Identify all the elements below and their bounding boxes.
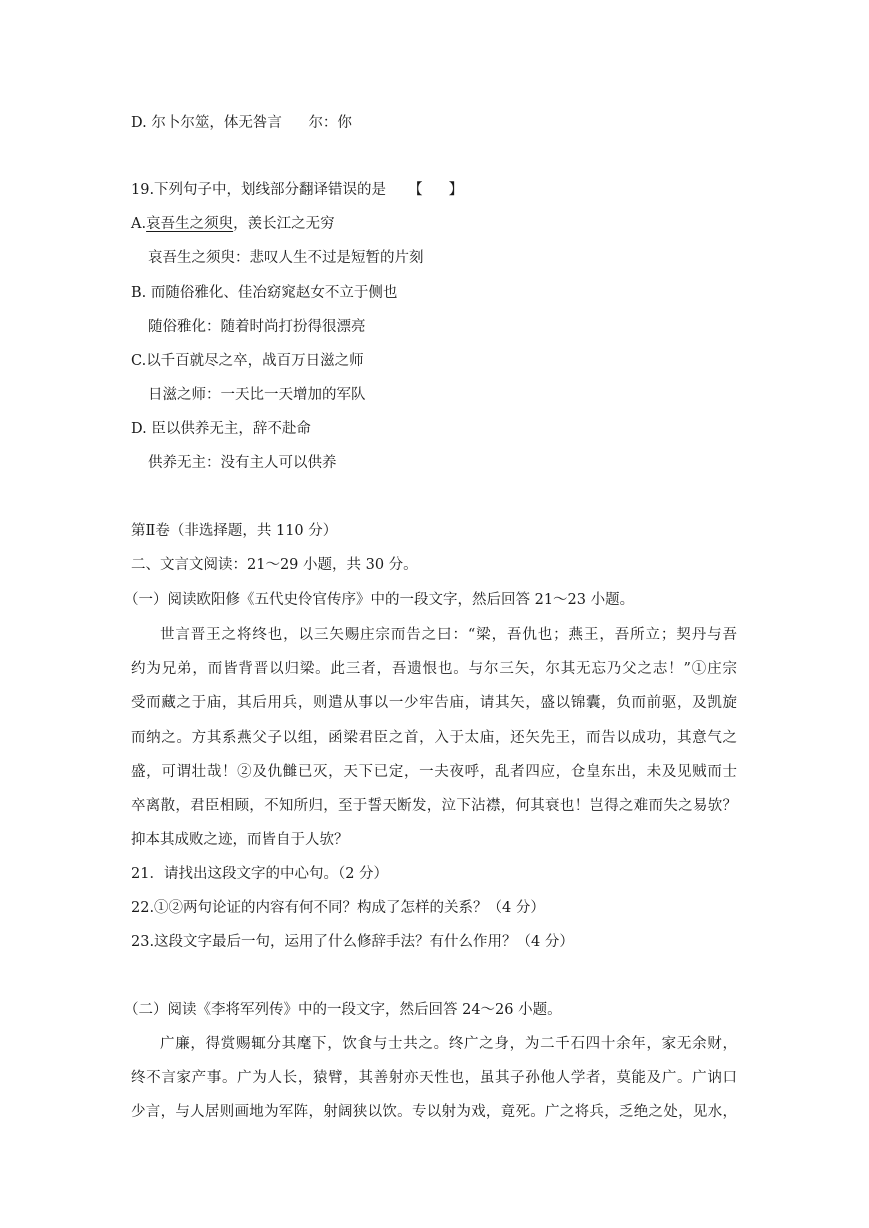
passage-line: 抑本其成败之迹，而皆自于人欤？ [131, 832, 349, 848]
option-text: 以千百就尽之卒，战百万日滋之师 [146, 353, 364, 369]
option-label: B. [131, 285, 147, 301]
q19-option-d [131, 419, 311, 439]
q19-option-d-gloss: 供养无主：没有主人可以供养 [148, 455, 337, 471]
option-text: ，羡长江之无穷 [233, 216, 335, 232]
passage-line: 少言，与人居则画地为军阵，射阔狭以饮。专以射为戏，竟死。广之将兵，乏绝之处，见水， [131, 1104, 737, 1120]
option-label: D. [131, 421, 147, 437]
passage-line: 受而藏之于庙，其后用兵，则遣从事以一少牢告庙，请其矢，盛以锦囊，负而前驱，及凯旋 [131, 695, 737, 711]
passage-line: 而纳之。方其系燕父子以组，函梁君臣之首，入于太庙，还矢先王，而告以成功，其意气之 [131, 730, 737, 746]
answer-bracket-open: 【 [408, 182, 423, 198]
passage-line: 卒离散，君臣相顾，不知所归，至于誓天断发，泣下沾襟，何其衰也！岂得之难而失之易欤？ [131, 798, 737, 814]
section-heading: 二、文言文阅读：21～29 小题，共 30 分。 [131, 557, 418, 573]
question-21: 21．请找出这段文字的中心句。（2 分） [131, 866, 389, 882]
part2-title: 第Ⅱ卷（非选择题，共 110 分） [131, 523, 338, 539]
q19-option-a-gloss: 哀吾生之须臾：悲叹人生不过是短暂的片刻 [148, 250, 424, 266]
passage-line: 约为兄弟，而皆背晋以归梁。此三者，吾遗恨也。与尔三矢，尔其无忘乃父之志！”①庄宗 [131, 661, 737, 677]
option-label: C. [131, 353, 147, 369]
reading2-intro: （二）阅读《李将军列传》中的一段文字，然后回答 24～26 小题。 [124, 1002, 562, 1018]
option-text: 而随俗雅化、佳冶窈窕赵女不立于侧也 [150, 285, 398, 301]
reading1-intro: （一）阅读欧阳修《五代史伶官传序》中的一段文字，然后回答 21～23 小题。 [124, 592, 635, 608]
q19-stem [131, 180, 463, 200]
underlined-phrase: 哀吾生之须臾 [146, 216, 234, 232]
q18-option-d [131, 113, 352, 133]
passage-line: 广廉，得赏赐辄分其麾下，饮食与士共之。终广之身，为二千石四十余年，家无余财， [160, 1036, 737, 1052]
q19-option-b-gloss: 随俗雅化：随着时尚打扮得很漂亮 [148, 319, 366, 335]
option-text: 尔卜尔筮，体无咎言 [151, 115, 282, 131]
q19-option-b [131, 283, 397, 303]
question-stem: 19.下列句子中，划线部分翻译错误的是 [131, 182, 387, 198]
option-text: 臣以供养无主，辞不赴命 [151, 421, 311, 437]
option-label: D. [131, 115, 147, 131]
q19-option-c [131, 351, 364, 371]
question-23: 23.这段文字最后一句，运用了什么修辞手法？有什么作用？（4 分） [131, 934, 574, 950]
option-label: A. [131, 216, 147, 232]
passage-line: 世言晋王之将终也，以三矢赐庄宗而告之曰：“梁，吾仇也；燕王，吾所立；契丹与吾 [160, 627, 737, 643]
answer-bracket-close: 】 [448, 182, 464, 198]
q19-option-a [131, 214, 335, 234]
passage-line: 盛，可谓壮哉！②及仇雠已灭，天下已定，一夫夜呼，乱者四应，仓皇东出，未及见贼而士 [131, 764, 737, 780]
passage-line: 终不言家产事。广为人长，猿臂，其善射亦天性也，虽其子孙他人学者，莫能及广。广讷口 [131, 1070, 737, 1086]
option-gloss: 尔：你 [308, 115, 352, 131]
q19-option-c-gloss: 日滋之师：一天比一天增加的军队 [148, 387, 366, 403]
question-22: 22.①②两句论证的内容有何不同？构成了怎样的关系？（4 分） [131, 900, 545, 916]
